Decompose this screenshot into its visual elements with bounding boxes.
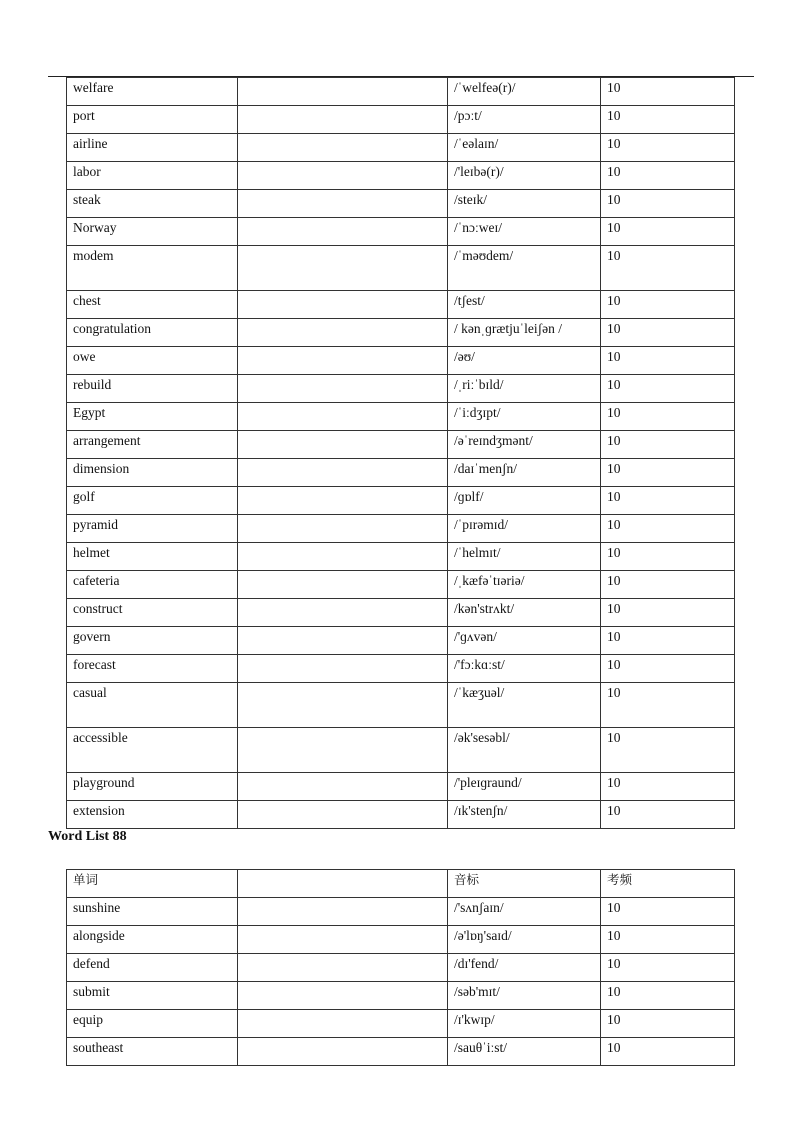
frequency-cell: 10 (601, 571, 735, 599)
word-cell: owe (67, 347, 238, 375)
table-row (67, 347, 735, 375)
blank-cell (238, 982, 448, 1010)
frequency-cell: 10 (601, 403, 735, 431)
word-cell: arrangement (67, 431, 238, 459)
blank-cell (238, 543, 448, 571)
blank-cell (238, 926, 448, 954)
blank-cell (238, 728, 448, 773)
blank-cell (238, 78, 448, 106)
blank-cell (238, 571, 448, 599)
table-row (67, 728, 735, 773)
word-cell: welfare (67, 78, 238, 106)
phonetic-cell: /əˈreɪndʒmənt/ (448, 431, 601, 459)
table-row (67, 246, 735, 291)
table-row (67, 543, 735, 571)
word-cell: extension (67, 801, 238, 829)
blank-cell (238, 627, 448, 655)
frequency-cell: 10 (601, 801, 735, 829)
table-row (67, 431, 735, 459)
phonetic-cell: /ˈiːdʒɪpt/ (448, 403, 601, 431)
word-cell: submit (67, 982, 238, 1010)
word-cell: casual (67, 683, 238, 728)
word-cell: congratulation (67, 319, 238, 347)
phonetic-cell: /ˈwelfeə(r)/ (448, 78, 601, 106)
word-cell: Norway (67, 218, 238, 246)
table-row (67, 1038, 735, 1066)
word-cell: rebuild (67, 375, 238, 403)
table-row (67, 134, 735, 162)
table-row (67, 459, 735, 487)
blank-cell (238, 403, 448, 431)
phonetic-cell: /sauθˈiːst/ (448, 1038, 601, 1066)
frequency-cell: 10 (601, 162, 735, 190)
frequency-cell: 10 (601, 459, 735, 487)
table-row (67, 403, 735, 431)
phonetic-cell: / kənˌɡrætjuˈleiʃən / (448, 319, 601, 347)
phonetic-cell: /'ɡʌvən/ (448, 627, 601, 655)
frequency-cell: 10 (601, 106, 735, 134)
vocab-table-2-body (67, 870, 735, 1066)
frequency-cell: 10 (601, 898, 735, 926)
blank-cell (238, 106, 448, 134)
word-cell: pyramid (67, 515, 238, 543)
frequency-cell: 10 (601, 599, 735, 627)
word-cell: alongside (67, 926, 238, 954)
frequency-cell: 10 (601, 218, 735, 246)
phonetic-cell: /'sʌnʃaɪn/ (448, 898, 601, 926)
vocab-table-1-body (67, 78, 735, 829)
blank-cell (238, 954, 448, 982)
phonetic-cell: /pɔːt/ (448, 106, 601, 134)
table-row (67, 655, 735, 683)
table-row (67, 571, 735, 599)
frequency-cell: 10 (601, 347, 735, 375)
phonetic-cell: /ˈkæʒuəl/ (448, 683, 601, 728)
table-row (67, 926, 735, 954)
frequency-cell: 10 (601, 291, 735, 319)
blank-cell (238, 599, 448, 627)
blank-cell (238, 773, 448, 801)
blank-cell (238, 801, 448, 829)
word-cell: port (67, 106, 238, 134)
table-row (67, 218, 735, 246)
frequency-cell: 10 (601, 543, 735, 571)
table-row (67, 487, 735, 515)
word-cell: construct (67, 599, 238, 627)
blank-cell (238, 655, 448, 683)
blank-cell (238, 515, 448, 543)
word-cell: helmet (67, 543, 238, 571)
blank-cell (238, 347, 448, 375)
table-header-row (67, 870, 735, 898)
blank-cell (238, 134, 448, 162)
table-row (67, 627, 735, 655)
frequency-cell: 10 (601, 246, 735, 291)
blank-cell (238, 459, 448, 487)
phonetic-cell: /ˈhelmɪt/ (448, 543, 601, 571)
frequency-cell: 10 (601, 515, 735, 543)
phonetic-cell: /ˌriːˈbɪld/ (448, 375, 601, 403)
word-cell: golf (67, 487, 238, 515)
frequency-cell: 10 (601, 773, 735, 801)
word-cell: southeast (67, 1038, 238, 1066)
blank-cell (238, 1038, 448, 1066)
phonetic-cell: /'leɪbə(r)/ (448, 162, 601, 190)
phonetic-cell: /ɪk'stenʃn/ (448, 801, 601, 829)
frequency-cell: 10 (601, 431, 735, 459)
word-cell: sunshine (67, 898, 238, 926)
blank-cell (238, 898, 448, 926)
phonetic-cell: /ˌkæfəˈtɪəriə/ (448, 571, 601, 599)
word-cell: Egypt (67, 403, 238, 431)
phonetic-cell: /daɪˈmenʃn/ (448, 459, 601, 487)
frequency-cell: 10 (601, 926, 735, 954)
word-cell: airline (67, 134, 238, 162)
blank-cell (238, 319, 448, 347)
phonetic-cell: /tʃest/ (448, 291, 601, 319)
phonetic-cell: /ɡɒlf/ (448, 487, 601, 515)
table-row (67, 599, 735, 627)
table-row (67, 375, 735, 403)
frequency-cell: 10 (601, 319, 735, 347)
header-word: 单词 (67, 870, 238, 898)
blank-cell (238, 218, 448, 246)
word-cell: defend (67, 954, 238, 982)
phonetic-cell: /kən'strʌkt/ (448, 599, 601, 627)
table-row (67, 319, 735, 347)
phonetic-cell: /ˈeəlaɪn/ (448, 134, 601, 162)
frequency-cell: 10 (601, 728, 735, 773)
frequency-cell: 10 (601, 375, 735, 403)
vocab-table-1 (66, 77, 735, 829)
frequency-cell: 10 (601, 134, 735, 162)
phonetic-cell: /steɪk/ (448, 190, 601, 218)
table-row (67, 898, 735, 926)
word-cell: steak (67, 190, 238, 218)
frequency-cell: 10 (601, 190, 735, 218)
table-row (67, 190, 735, 218)
word-cell: forecast (67, 655, 238, 683)
word-cell: playground (67, 773, 238, 801)
word-cell: accessible (67, 728, 238, 773)
word-cell: govern (67, 627, 238, 655)
table-row (67, 106, 735, 134)
table-row (67, 801, 735, 829)
frequency-cell: 10 (601, 1038, 735, 1066)
table-row (67, 1010, 735, 1038)
header-phonetic: 音标 (448, 870, 601, 898)
table-row (67, 982, 735, 1010)
frequency-cell: 10 (601, 655, 735, 683)
blank-cell (238, 1010, 448, 1038)
phonetic-cell: /'fɔːkɑːst/ (448, 655, 601, 683)
table-row (67, 162, 735, 190)
phonetic-cell: /ə'lɒŋ'saɪd/ (448, 926, 601, 954)
phonetic-cell: /ˈnɔːweɪ/ (448, 218, 601, 246)
phonetic-cell: /dɪ'fend/ (448, 954, 601, 982)
blank-cell (238, 190, 448, 218)
frequency-cell: 10 (601, 487, 735, 515)
word-cell: modem (67, 246, 238, 291)
word-cell: labor (67, 162, 238, 190)
frequency-cell: 10 (601, 954, 735, 982)
blank-cell (238, 375, 448, 403)
word-cell: equip (67, 1010, 238, 1038)
header-blank (238, 870, 448, 898)
blank-cell (238, 487, 448, 515)
table-row (67, 78, 735, 106)
blank-cell (238, 431, 448, 459)
blank-cell (238, 291, 448, 319)
blank-cell (238, 683, 448, 728)
blank-cell (238, 246, 448, 291)
table-row (67, 291, 735, 319)
phonetic-cell: /əʊ/ (448, 347, 601, 375)
phonetic-cell: /ˈməʊdem/ (448, 246, 601, 291)
table-row (67, 954, 735, 982)
word-cell: dimension (67, 459, 238, 487)
frequency-cell: 10 (601, 982, 735, 1010)
phonetic-cell: /ˈpɪrəmɪd/ (448, 515, 601, 543)
table-row (67, 773, 735, 801)
phonetic-cell: /ɪ'kwɪp/ (448, 1010, 601, 1038)
vocab-table-2 (66, 869, 735, 1066)
table-row (67, 515, 735, 543)
section-title: Word List 88 (48, 829, 127, 844)
phonetic-cell: /ək'sesəbl/ (448, 728, 601, 773)
frequency-cell: 10 (601, 1010, 735, 1038)
phonetic-cell: /'pleɪɡraund/ (448, 773, 601, 801)
blank-cell (238, 162, 448, 190)
word-cell: cafeteria (67, 571, 238, 599)
phonetic-cell: /səb'mɪt/ (448, 982, 601, 1010)
frequency-cell: 10 (601, 78, 735, 106)
frequency-cell: 10 (601, 683, 735, 728)
table-row (67, 683, 735, 728)
header-frequency: 考频 (601, 870, 735, 898)
word-cell: chest (67, 291, 238, 319)
frequency-cell: 10 (601, 627, 735, 655)
